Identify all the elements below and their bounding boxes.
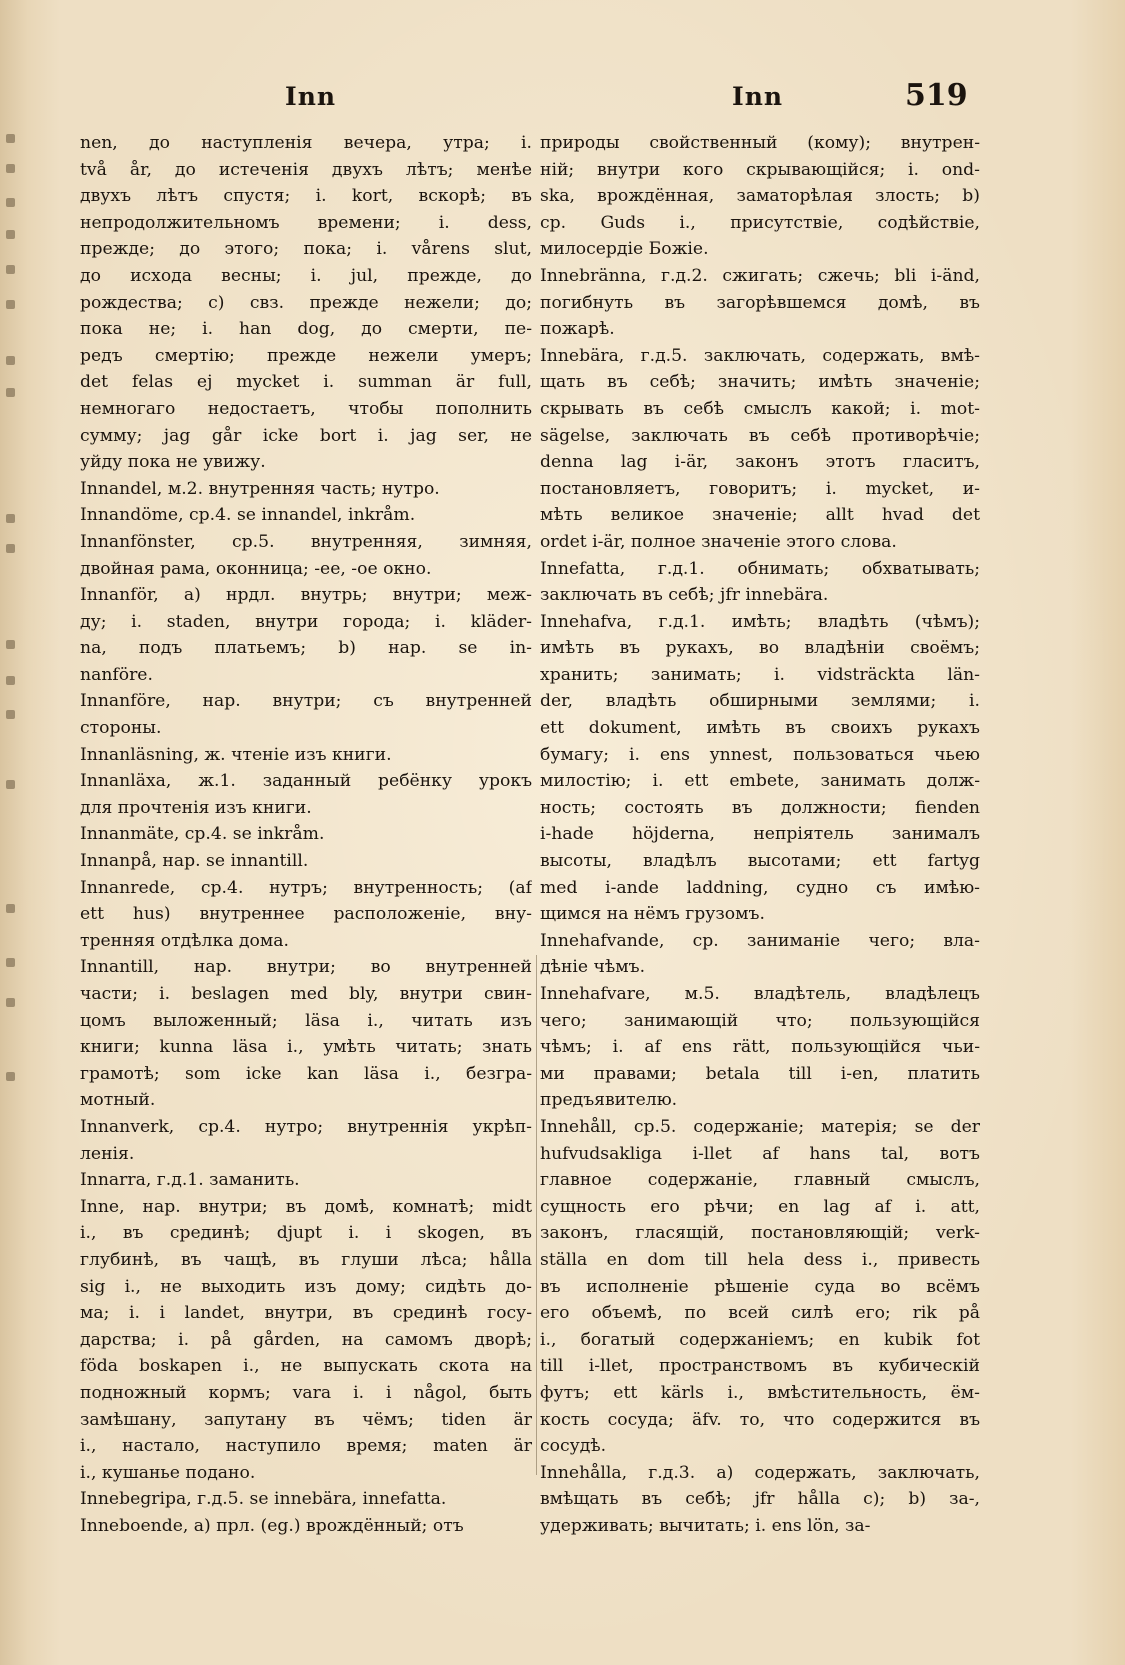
text-line: кость сосуда; äfv. то, что содержится въ	[540, 1409, 980, 1430]
text-line: med i-ande laddning, судно съ имѣю-	[540, 877, 980, 898]
text-line: прежде; до этого; пока; i. vårens slut,	[80, 239, 532, 260]
text-line: Innanfönster, ср.5. внутренняя, зимняя,	[80, 531, 532, 552]
right-column	[540, 130, 980, 1539]
text-line: природы свойственный (кому); внутрен-	[540, 133, 980, 153]
margin-mark	[6, 710, 15, 719]
text-line: ср. Guds i., присутствіе, содѣйствіе,	[540, 212, 980, 233]
text-line: Innehåll, ср.5. содержаніе; матерія; se der	[540, 1116, 980, 1137]
text-line: ній; внутри кого скрывающійся; i. ond-	[540, 159, 980, 180]
text-line: Innandel, м.2. внутренняя часть; нутро.	[80, 478, 440, 499]
margin-mark	[6, 676, 15, 685]
text-line: i., кушанье подано.	[80, 1462, 256, 1483]
text-line: ду; i. staden, внутри города; i. kläder-	[80, 611, 532, 632]
text-line: въ исполненіе рѣшеніе суда во всёмъ	[540, 1276, 980, 1297]
text-line: ленія.	[80, 1143, 135, 1164]
text-line: Innanpå, нар. se innantill.	[80, 851, 309, 872]
running-head-right: Inn	[732, 82, 784, 111]
margin-mark	[6, 904, 15, 913]
text-line: мотный.	[80, 1090, 156, 1111]
text-line: Innehålla, г.д.3. a) содержать, заключать,	[540, 1462, 980, 1483]
text-line: хранить; занимать; i. vidsträckta län-	[540, 664, 980, 685]
text-line: na, подъ платьемъ; b) нар. se in-	[80, 638, 532, 659]
text-line: щать въ себѣ; значить; имѣть значеніе;	[540, 372, 980, 393]
text-line: Inne, нар. внутри; въ домѣ, комнатѣ; midt	[80, 1196, 532, 1217]
text-line: Innanför, a) нрдл. внутрь; внутри; меж-	[80, 585, 532, 606]
text-line: сумму; jag går icke bort i. jag ser, не	[80, 425, 532, 446]
text-line: до исхода весны; i. jul, прежде, до	[80, 265, 532, 286]
margin-mark	[6, 164, 15, 173]
text-line: цомъ выложенный; läsa i., читать изъ	[80, 1010, 532, 1031]
text-line: i., настало, наступило время; maten är	[80, 1436, 532, 1457]
text-line: пока не; i. han dog, до смерти, пе-	[80, 319, 532, 340]
text-line: sägelse, заключать въ себѣ противорѣчіе;	[540, 425, 980, 446]
text-line: två år, до истеченія двухъ лѣтъ; менѣе	[80, 159, 532, 180]
text-line: Innantill, нар. внутри; во внутренней	[80, 957, 532, 978]
text-line: щимся на нёмъ грузомъ.	[540, 904, 765, 925]
margin-mark	[6, 198, 15, 207]
margin-mark	[6, 998, 15, 1007]
text-line: föda boskapen i., не выпускать скота на	[80, 1356, 532, 1377]
text-line: бумагу; i. ens ynnest, пользоваться чьею	[540, 744, 980, 765]
text-line: пожарѣ.	[540, 319, 615, 340]
text-line: постановляетъ, говоритъ; i. mycket, и-	[540, 478, 980, 499]
text-line: сущность его рѣчи; en lag af i. att,	[540, 1196, 980, 1217]
text-line: дѣніе чѣмъ.	[540, 957, 646, 978]
text-line: det felas ej mycket i. summan är full,	[80, 372, 532, 393]
margin-mark	[6, 265, 15, 274]
margin-mark	[6, 544, 15, 553]
text-line: Innefatta, г.д.1. обнимать; обхватывать;	[540, 558, 980, 579]
page-header	[0, 78, 1125, 122]
text-line: ett hus) внутреннее расположеніе, вну-	[80, 904, 532, 925]
text-line: Innarra, г.д.1. заманить.	[80, 1170, 300, 1191]
text-line: мѣть великое значеніе; allt hvad det	[540, 505, 980, 526]
text-line: высоты, владѣлъ высотами; ett fartyg	[540, 851, 980, 872]
text-line: немногаго недостаетъ, чтобы пополнить	[80, 398, 532, 419]
margin-mark	[6, 514, 15, 523]
text-line: till i-llet, пространствомъ въ кубическій	[540, 1356, 980, 1377]
text-line: ställa en dom till hela dess i., привесть	[540, 1249, 980, 1270]
text-line: для прочтенія изъ книги.	[80, 797, 312, 818]
page-number: 519	[905, 78, 968, 113]
text-line: книги; kunna läsa i., умѣть читать; знать	[80, 1037, 532, 1058]
text-line: i., богатый содержаніемъ; en kubik fot	[540, 1329, 980, 1350]
text-line: футъ; ett kärls i., вмѣстительность, ём-	[540, 1382, 980, 1403]
text-line: ska, врождённая, заматорѣлая злость; b)	[540, 186, 980, 207]
margin-mark	[6, 1072, 15, 1081]
text-line: стороны.	[80, 718, 162, 739]
text-line: denna lag i-är, законъ этотъ гласитъ,	[540, 452, 980, 473]
text-line: ett dokument, имѣть въ своихъ рукахъ	[540, 718, 980, 739]
text-line: Innebränna, г.д.2. сжигать; сжечь; bli i-änd,	[540, 265, 980, 286]
text-line: Innehafvare, м.5. владѣтель, владѣлецъ	[540, 984, 980, 1004]
text-line: чѣмъ; i. af ens rätt, пользующійся чьи-	[540, 1037, 980, 1058]
text-line: главное содержаніе, главный смыслъ,	[540, 1170, 980, 1191]
left-margin-strip	[0, 120, 22, 1220]
text-line: уйду пока не увижу.	[80, 452, 266, 473]
margin-mark	[6, 958, 15, 967]
text-line: Innanmäte, ср.4. se inkråm.	[80, 824, 325, 845]
column-divider	[536, 955, 537, 1475]
text-line: погибнуть въ загорѣвшемся домѣ, въ	[540, 292, 980, 313]
text-line: скрывать въ себѣ смыслъ какой; i. mot-	[540, 398, 980, 419]
text-line: заключать въ себѣ; jfr innebära.	[540, 585, 829, 606]
text-line: Innanläxa, ж.1. заданный ребёнку урокъ	[80, 771, 532, 792]
text-line: ность; состоять въ должности; fienden	[540, 797, 980, 818]
text-line: Innebära, г.д.5. заключать, содержать, вмѣ-	[540, 345, 980, 366]
margin-mark	[6, 230, 15, 239]
text-line: имѣть въ рукахъ, во владѣніи своёмъ;	[540, 638, 980, 659]
text-line: Innanläsning, ж. чтеніе изъ книги.	[80, 744, 392, 765]
text-line: милостію; i. ett embete, занимать долж-	[540, 771, 980, 792]
text-line: предъявителю.	[540, 1090, 678, 1111]
margin-mark	[6, 780, 15, 789]
text-line: замѣшану, запутану въ чёмъ; tiden är	[80, 1409, 532, 1430]
text-line: удерживать; вычитать; i. ens lön, за-	[540, 1515, 871, 1536]
text-line: тренняя отдѣлка дома.	[80, 930, 289, 951]
left-column	[80, 130, 532, 1539]
text-line: Innandöme, ср.4. se innandel, inkråm.	[80, 505, 416, 526]
margin-mark	[6, 300, 15, 309]
text-line: Innanrede, ср.4. нутръ; внутренность; (af	[80, 877, 532, 898]
text-line: hufvudsakliga i-llet af hans tal, вотъ	[540, 1143, 980, 1164]
text-line: ма; i. i landet, внутри, въ срединѣ госу-	[80, 1303, 532, 1324]
running-head-left: Inn	[285, 82, 337, 111]
text-line: подножный кормъ; vara i. i någol, быть	[80, 1382, 532, 1403]
text-line: чего; занимающій что; пользующійся	[540, 1010, 980, 1031]
text-line: ми правами; betala till i-en, платить	[540, 1063, 980, 1084]
text-line: законъ, гласящій, постановляющій; verk-	[540, 1223, 980, 1244]
text-line: милосердіе Божіе.	[540, 239, 709, 260]
text-line: der, владѣть обширными землями; i.	[540, 691, 980, 712]
text-line: Innanverk, ср.4. нутро; внутреннія укрѣп-	[80, 1116, 532, 1137]
text-line: Innanföre, нар. внутри; съ внутренней	[80, 691, 532, 712]
text-line: части; i. beslagen med bly, внутри свин-	[80, 984, 532, 1004]
text-line: Inneboende, a) прл. (eg.) врождённый; отъ	[80, 1515, 464, 1536]
text-line: nanföre.	[80, 664, 153, 685]
margin-mark	[6, 388, 15, 397]
text-line: Innehafvande, ср. заниманіе чего; вла-	[540, 930, 980, 951]
text-line: двухъ лѣтъ спустя; i. kort, вскорѣ; въ	[80, 186, 532, 207]
text-line: сосудѣ.	[540, 1436, 607, 1457]
margin-mark	[6, 134, 15, 143]
text-line: редъ смертію; прежде нежели умеръ;	[80, 345, 532, 366]
text-line: глубинѣ, въ чащѣ, въ глуши лѣса; hålla	[80, 1249, 532, 1270]
text-line: i., въ срединѣ; djupt i. i skogen, въ	[80, 1223, 532, 1244]
text-line: рождества; c) свз. прежде нежели; до;	[80, 292, 532, 313]
text-line: дарства; i. på gården, на самомъ дворѣ;	[80, 1329, 532, 1350]
margin-mark	[6, 640, 15, 649]
text-line: Innebegripa, г.д.5. se innebära, innefatta.	[80, 1489, 447, 1510]
text-line: Innehafva, г.д.1. имѣть; владѣть (чѣмъ);	[540, 611, 980, 632]
text-line: sig i., не выходить изъ дому; сидѣть до-	[80, 1276, 532, 1297]
text-line: его объемѣ, по всей силѣ его; rik på	[540, 1303, 980, 1324]
text-line: nen, до наступленія вечера, утра; i.	[80, 133, 532, 153]
text-line: двойная рама, оконница; -ее, -ое окно.	[80, 558, 432, 579]
margin-mark	[6, 356, 15, 365]
text-line: непродолжительномъ времени; i. dess,	[80, 212, 532, 233]
text-line: вмѣщать въ себѣ; jfr hålla c); b) за-,	[540, 1489, 980, 1510]
text-line: i-hade höjderna, непріятель занималъ	[540, 824, 980, 845]
text-line: ordet i-är, полное значеніе этого слова.	[540, 531, 897, 552]
text-line: грамотѣ; som icke kan läsa i., безгра-	[80, 1063, 532, 1084]
